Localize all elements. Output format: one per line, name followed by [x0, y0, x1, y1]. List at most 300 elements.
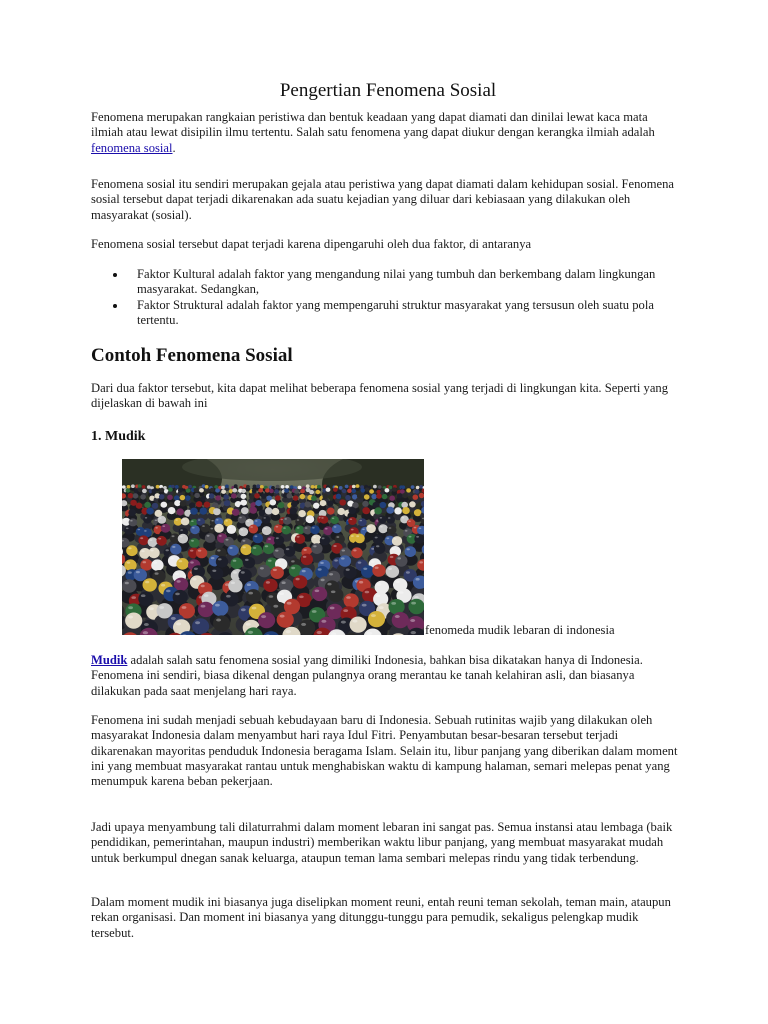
helmet: [265, 488, 270, 492]
helmet: [239, 527, 249, 536]
helmet: [310, 525, 320, 534]
helmet: [216, 556, 228, 568]
helmet: [406, 488, 411, 492]
helmet: [388, 486, 392, 490]
helmet: [378, 524, 388, 533]
helmet: [232, 509, 240, 516]
helmet: [176, 508, 184, 515]
helmet: [157, 603, 173, 618]
helmet: [215, 495, 221, 500]
helmet: [181, 517, 190, 525]
helmet-shine: [305, 527, 308, 529]
helmet: [295, 534, 305, 544]
helmet-shine: [216, 619, 221, 622]
helmet: [270, 499, 277, 505]
helmet: [386, 507, 394, 514]
helmet-shine: [125, 582, 129, 585]
helmet-shine: [242, 546, 245, 548]
bullet-icon: [113, 273, 117, 277]
helmet-shine: [241, 608, 246, 611]
helmet-shine: [407, 548, 410, 550]
helmet-shine: [166, 549, 169, 551]
helmet: [159, 488, 164, 492]
mudik-crowd-photo: [122, 459, 424, 635]
helmet-shine: [182, 606, 187, 609]
helmet-shine: [282, 581, 286, 584]
helmet-shine: [297, 527, 300, 529]
helmet-shine: [191, 520, 194, 522]
helmet-shine: [325, 528, 328, 530]
helmet: [392, 487, 397, 491]
helmet-shine: [254, 535, 257, 537]
helmet-shine: [261, 615, 266, 618]
silaturrahmi-paragraph: Jadi upaya menyambung tali dilaturrahmi dalam moment lebaran ini sangat pas. Semua instansi atau lembaga (baik pendidikan, pemerintahan, maupun industri) memberikan waktu libur panjang, yang membuat masyarakat mudah untuk berkumpul dnegan sanak keluarga, ataupun teman lama sembari melepas rindu yang tidak terbendung.: [91, 820, 673, 865]
helmet-shine: [192, 578, 196, 581]
helmet: [176, 558, 188, 570]
helmet: [283, 517, 292, 525]
helmet-shine: [410, 619, 415, 622]
helmet-shine: [416, 578, 420, 581]
helmet: [317, 485, 321, 489]
helmet: [185, 495, 191, 500]
factors-list: [91, 267, 685, 328]
helmet-shine: [171, 617, 176, 620]
helmet-shine: [388, 568, 392, 570]
helmet-shine: [307, 517, 310, 519]
helmet-shine: [296, 578, 300, 581]
helmet-shine: [276, 537, 279, 539]
mudik-link[interactable]: Mudik: [91, 653, 128, 667]
helmet-shine: [175, 573, 179, 575]
helmet-shine: [389, 527, 392, 529]
helmet-shine: [276, 526, 279, 528]
helmet: [253, 534, 263, 544]
helmet-shine: [343, 609, 348, 612]
helmet-shine: [204, 594, 209, 597]
helmet: [221, 490, 226, 494]
helmet: [151, 559, 163, 571]
helmet: [168, 507, 176, 514]
helmet: [152, 503, 159, 509]
helmet: [252, 489, 257, 493]
helmet: [392, 536, 402, 546]
helmet: [190, 508, 198, 515]
helmet-shine: [248, 592, 253, 595]
helmet: [205, 533, 215, 543]
helmet: [349, 507, 357, 514]
helmet-shine: [130, 520, 133, 522]
subsection-heading: 1. Mudik: [91, 429, 146, 444]
helmet: [241, 494, 247, 499]
helmet-shine: [371, 614, 376, 617]
helmet: [174, 495, 180, 500]
helmet: [345, 495, 351, 500]
helmet-shine: [242, 540, 245, 542]
helmet-shine: [192, 527, 195, 529]
helmet: [214, 524, 224, 533]
helmet: [262, 526, 272, 535]
helmet-shine: [153, 562, 157, 564]
helmet-shine: [356, 535, 359, 537]
helmet-shine: [240, 529, 243, 531]
helmet: [281, 526, 291, 535]
helmet-shine: [331, 591, 336, 594]
helmet-shine: [190, 561, 194, 563]
helmet-shine: [346, 596, 351, 599]
helmet: [351, 489, 356, 493]
helmet: [129, 518, 138, 526]
helmet: [227, 525, 237, 534]
helmet: [365, 488, 370, 492]
helmet-shine: [313, 545, 316, 547]
helmet: [140, 494, 146, 499]
helmet: [402, 507, 410, 514]
helmet: [138, 535, 148, 545]
helmet-shine: [273, 605, 278, 608]
helmet-shine: [128, 547, 131, 549]
helmet-shine: [341, 557, 345, 559]
helmet: [374, 507, 382, 514]
helmet-shine: [411, 602, 416, 605]
helmet: [234, 484, 238, 488]
helmet: [205, 485, 209, 489]
helmet: [223, 494, 229, 499]
helmet-shine: [211, 557, 215, 559]
helmet: [143, 578, 157, 591]
helmet: [249, 525, 259, 534]
helmet-shine: [255, 520, 258, 522]
helmet-shine: [180, 529, 183, 531]
helmet-shine: [406, 571, 410, 573]
helmet: [128, 509, 136, 516]
helmet: [210, 567, 223, 580]
helmet: [240, 544, 251, 555]
helmet-shine: [155, 527, 158, 529]
helmet-shine: [177, 580, 181, 583]
helmet: [326, 488, 331, 492]
helmet: [178, 534, 188, 544]
helmet: [385, 488, 390, 492]
helmet-shine: [226, 539, 229, 541]
helmet-shine: [321, 620, 326, 623]
helmet: [180, 501, 187, 507]
helmet-shine: [269, 595, 274, 598]
fenomena-sosial-link[interactable]: fenomena sosial: [91, 140, 173, 155]
definition-paragraph: Fenomena sosial itu sendiri merupakan gejala atau peristiwa yang dapat diamati dalam kehidupan sosial. Fenomena sosial tersebut dapat terjadi dikarenakan ada suatu kejadian yang diluar dari kebiasaan yang dilakukan oleh masyarakat (sosial).: [91, 177, 674, 222]
helmet: [215, 488, 220, 492]
helmet-shine: [194, 568, 198, 570]
helmet-shine: [275, 550, 278, 552]
helmet-shine: [416, 536, 419, 538]
helmet-shine: [291, 567, 295, 569]
helmet-shine: [201, 585, 205, 588]
helmet-shine: [246, 623, 251, 626]
helmet: [401, 502, 408, 508]
list-item: [91, 298, 685, 329]
helmet-shine: [215, 604, 220, 607]
helmet-shine: [159, 606, 164, 609]
helmet-shine: [123, 519, 126, 521]
helmet-shine: [248, 631, 253, 634]
helmet: [373, 502, 380, 508]
helmet-shine: [390, 556, 394, 558]
helmet-shine: [395, 615, 400, 618]
helmet-shine: [150, 549, 153, 551]
list-item: [91, 267, 685, 298]
helmet-shine: [363, 568, 367, 570]
helmet: [188, 485, 192, 489]
helmet-shine: [397, 557, 401, 559]
helmet: [392, 612, 409, 628]
helmet: [386, 565, 399, 578]
helmet-shine: [367, 632, 372, 635]
helmet: [224, 500, 231, 506]
helmet: [275, 495, 281, 500]
helmet: [261, 494, 267, 499]
helmet-shine: [211, 520, 214, 522]
helmet: [405, 546, 416, 557]
helmet: [409, 501, 416, 507]
mudik-paragraph: [91, 653, 681, 699]
helmet: [301, 554, 313, 566]
helmet: [138, 484, 142, 488]
helmet: [350, 617, 367, 633]
helmet-shine: [380, 526, 383, 528]
helmet-shine: [155, 572, 159, 574]
helmet: [295, 518, 304, 526]
helmet-shine: [225, 520, 228, 522]
helmet-shine: [175, 519, 178, 521]
helmet-shine: [172, 546, 175, 548]
helmet-shine: [155, 520, 158, 522]
helmet: [336, 494, 342, 499]
helmet-shine: [190, 550, 193, 552]
helmet-shine: [182, 519, 185, 521]
helmet: [316, 490, 321, 494]
helmet: [401, 485, 405, 489]
helmet: [397, 493, 403, 498]
helmet-shine: [207, 535, 210, 537]
helmet-shine: [217, 550, 220, 552]
helmet-shine: [268, 560, 272, 562]
helmet: [173, 590, 188, 604]
helmet: [158, 516, 167, 524]
helmet: [378, 485, 382, 489]
helmet-shine: [399, 591, 404, 594]
helmet: [265, 507, 273, 514]
helmet: [369, 489, 374, 493]
helmet-shine: [342, 550, 345, 552]
helmet-shine: [287, 602, 292, 605]
helmet: [419, 485, 423, 489]
helmet-shine: [327, 583, 331, 586]
helmet: [389, 496, 395, 501]
helmet: [290, 485, 294, 489]
helmet: [170, 544, 181, 555]
helmet: [142, 489, 147, 493]
helmet: [354, 534, 364, 544]
helmet: [231, 493, 237, 498]
helmet-shine: [127, 562, 131, 564]
helmet-shine: [320, 562, 324, 564]
helmet-shine: [250, 526, 253, 528]
helmet: [378, 516, 387, 524]
helmet: [198, 602, 214, 617]
helmet-shine: [233, 571, 237, 573]
helmet: [147, 485, 151, 489]
mudik-text: adalah salah satu fenomena sosial yang dimiliki Indonesia, bahkan bisa dikatakan hanya di Indonesia. Fenomena ini sendiri, biasa dikenal dengan pulangnya orang merantau ke tanah kelahiran asli, dan biasanya dilakukan pada saat menjelang hari raya.: [91, 653, 643, 698]
helmet: [232, 488, 237, 492]
helmet: [339, 499, 346, 505]
helmet-shine: [191, 540, 194, 542]
list-item-text: Faktor Kultural adalah faktor yang mengandung nilai yang tumbuh dan berkembang dalam lingkungan masyarakat. Sedangkan,: [137, 267, 656, 297]
helmet: [122, 579, 136, 592]
helmet: [260, 485, 264, 489]
helmet-shine: [158, 538, 161, 540]
helmet: [389, 599, 405, 614]
helmet: [415, 489, 420, 493]
helmet-shine: [280, 519, 283, 521]
helmet-shine: [141, 550, 144, 552]
helmet: [258, 612, 275, 628]
helmet: [174, 500, 181, 506]
helmet-shine: [351, 529, 354, 531]
helmet: [327, 604, 343, 619]
helmet-shine: [402, 517, 405, 519]
helmet: [342, 489, 347, 493]
helmet-shine: [176, 622, 181, 625]
helmet-shine: [198, 519, 201, 521]
helmet-shine: [376, 545, 379, 547]
helmet: [271, 566, 284, 579]
helmet: [262, 516, 271, 524]
helmet-shine: [353, 620, 358, 623]
helmet-shine: [144, 623, 149, 626]
helmet: [246, 589, 261, 603]
helmet-shine: [396, 581, 400, 584]
helmet: [323, 494, 329, 499]
helmet-shine: [380, 517, 383, 519]
helmet: [300, 494, 306, 499]
helmet: [209, 493, 215, 498]
helmet: [284, 488, 289, 492]
helmet-shine: [180, 536, 183, 538]
helmet-shine: [233, 560, 237, 562]
helmet: [387, 526, 397, 535]
helmet: [320, 516, 329, 524]
helmet: [131, 484, 135, 488]
helmet-shine: [266, 581, 270, 584]
helmet: [356, 484, 360, 488]
helmet: [291, 501, 298, 507]
helmet: [343, 566, 356, 579]
helmet: [258, 565, 271, 578]
helmet: [125, 613, 142, 629]
helmet-shine: [210, 528, 213, 530]
helmet-shine: [376, 595, 381, 598]
culture-paragraph: Fenomena ini sudah menjadi sebuah kebudayaan baru di Indonesia. Sebuah rutinitas wajib yang dilakukan oleh masyarakat Indonesia dalam menyambut hari raya Idul Fitri. Penyambutan besar-besaran tersebut terjadi dikarenakan mayoritas penduduk Indonesia beragama Islam. Selain itu, libur panjang yang diberikan dalam moment ini yang membuat masyarakat rantau untuk menghabiskan waktu di kampung halaman, semari melepas penat yang menumpuk karena beban pekerjaan.: [91, 713, 678, 789]
helmet-shine: [315, 590, 320, 593]
helmet-shine: [312, 527, 315, 529]
helmet-shine: [301, 623, 306, 626]
helmet-shine: [273, 569, 277, 571]
helmet: [411, 485, 415, 489]
list-item-text: Faktor Struktural adalah faktor yang mempengaruhi struktur masyarakat yang tersusun oleh suatu pola tertentu.: [137, 297, 654, 327]
helmet: [212, 601, 228, 616]
helmet: [240, 500, 247, 506]
helmet: [311, 496, 317, 501]
helmet-shine: [317, 631, 322, 634]
helmet: [263, 543, 274, 554]
helmet-shine: [333, 545, 336, 547]
helmet: [306, 484, 310, 488]
helmet-shine: [359, 581, 363, 584]
helmet: [142, 485, 146, 489]
helmet-shine: [353, 549, 356, 551]
helmet-shine: [280, 615, 285, 618]
helmet: [394, 507, 402, 514]
helmet: [156, 485, 160, 489]
helmet: [345, 485, 349, 489]
helmet-shine: [166, 590, 171, 593]
helmet-shine: [334, 526, 337, 528]
helmet: [285, 485, 289, 489]
helmet: [156, 536, 166, 546]
helmet-shine: [394, 538, 397, 540]
helmet: [337, 508, 345, 515]
helmet: [332, 524, 342, 533]
helmet: [127, 485, 131, 489]
helmet: [167, 495, 173, 500]
helmet: [274, 489, 279, 493]
helmet: [311, 543, 322, 554]
helmet: [138, 488, 143, 492]
helmet: [122, 485, 126, 489]
helmet: [231, 558, 243, 570]
helmet: [276, 485, 280, 489]
helmet: [339, 486, 343, 490]
helmet: [281, 485, 285, 489]
helmet: [256, 484, 260, 488]
helmet: [294, 489, 299, 493]
helmet: [126, 545, 137, 556]
helmet: [300, 489, 305, 493]
helmet-shine: [252, 607, 257, 610]
helmet-shine: [195, 621, 200, 624]
helmet-shine: [303, 556, 307, 558]
intro-text-end: .: [172, 140, 176, 155]
helmet-shine: [291, 560, 295, 562]
helmet-shine: [143, 561, 147, 563]
helmet: [246, 485, 250, 489]
helmet: [352, 485, 356, 489]
helmet: [180, 495, 186, 500]
helmet-shine: [126, 528, 129, 530]
helmet: [277, 612, 294, 628]
helmet: [362, 501, 369, 507]
helmet: [214, 485, 218, 489]
helmet: [305, 501, 312, 507]
helmet-shine: [264, 528, 267, 530]
helmet: [161, 524, 171, 533]
helmet: [159, 494, 165, 499]
helmet: [328, 588, 343, 602]
helmet-shine: [321, 517, 324, 519]
helmet: [408, 599, 424, 614]
factors-intro-paragraph: Fenomena sosial tersebut dapat terjadi karena dipengaruhi oleh dua faktor, di antaranya: [91, 237, 532, 251]
helmet-shine: [293, 535, 296, 537]
helmet-shine: [368, 526, 371, 528]
